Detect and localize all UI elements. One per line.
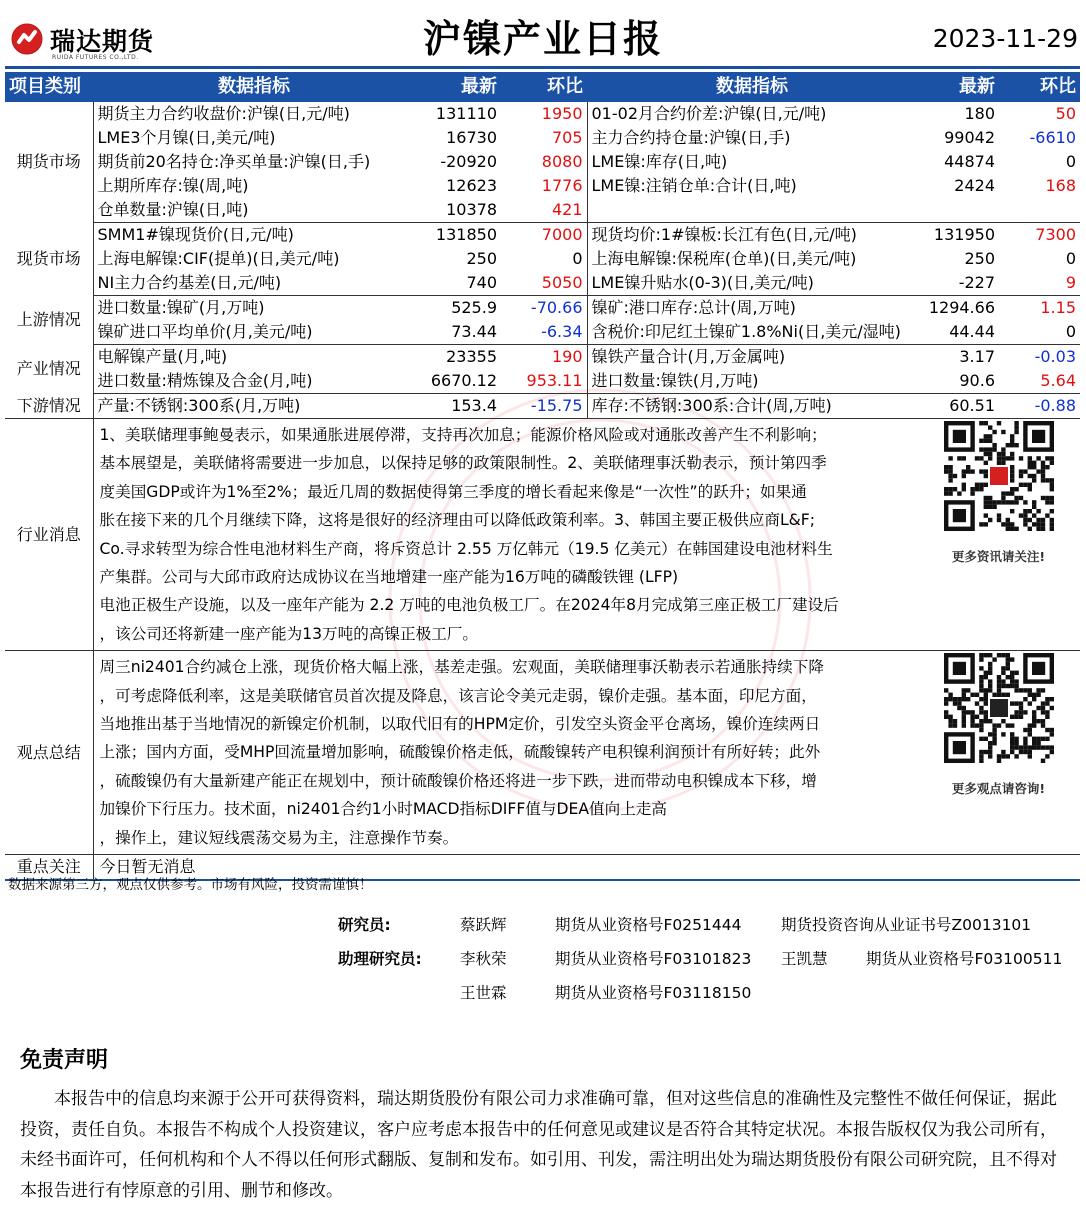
indicator-label: 上期所库存:镍(周,吨) [97, 176, 249, 195]
report-header [0, 0, 1086, 68]
change-value: 5050 [501, 271, 587, 296]
indicator-label: 期货前20名持仓:净买单量:沪镍(日,手) [97, 152, 371, 171]
indicator-label [587, 198, 917, 223]
category-cell: 下游情况 [5, 394, 93, 419]
category-cell: 重点关注 [5, 855, 93, 881]
disclaimer-body: 本报告中的信息均来源于公开可获得资料，瑞达期货股份有限公司力求准确可靠，但对这些信息的准确性及完整性不做任何保证，据此投资，责任自负。本报告不构成个人投资建议，客户应考虑本报告中的任何意见或建议是否符合其特定状况。本报告版权仅为我公司所有，未经书面许可，任何机构和个人不得以任何形式翻版、复制和发布。如引用、刊发，需注明出处为瑞达期货股份有限公司研究院，且不得对本报告进行有悖原意的引用、删节和修改。 [20, 1089, 1057, 1201]
indicator-label: SMM1#镍现货价(日,元/吨) [97, 225, 294, 244]
news-row [5, 419, 1080, 651]
table-header-row [5, 72, 1080, 102]
col-latest-right: 最新 [917, 72, 999, 102]
indicator-label: 主力合约持仓量:沪镍(日,手) [587, 126, 917, 150]
change-value: 168 [1045, 176, 1076, 195]
change-value: 1950 [541, 104, 583, 123]
indicator-label: 现货均价:1#镍板:长江有色(日,元/吨) [587, 223, 917, 248]
latest-value: 131110 [435, 104, 497, 123]
report-title: 沪镍产业日报 [422, 17, 663, 61]
assistant-name: 王世霖 [460, 984, 507, 1002]
latest-value: 6670.12 [415, 369, 501, 394]
change-value: -6.34 [501, 320, 587, 345]
latest-value: 2424 [954, 176, 995, 195]
paragraph-line: ，该公司还将新建一座产能为13万吨的高镍正极工厂。 [99, 624, 478, 643]
indicator-label: 进口数量:镍铁(月,万吨) [587, 369, 917, 394]
change-value: 0 [1065, 249, 1076, 268]
indicator-label: 上海电解镍:保税库(仓单)(日,美元/吨) [587, 247, 917, 271]
change-value: -15.75 [501, 394, 587, 419]
change-value: 0 [572, 249, 583, 268]
indicator-label: LME镍:注销仓单:合计(日,吨) [587, 174, 917, 198]
latest-value: 10378 [415, 198, 501, 223]
change-value: 7000 [541, 225, 583, 244]
assistant-name: 李秋荣 [460, 950, 507, 968]
change-value: 1.15 [1040, 298, 1076, 317]
table-row [5, 320, 1080, 345]
table-row [5, 247, 1080, 271]
change-value: 0 [999, 320, 1080, 345]
table-row [5, 271, 1080, 296]
change-value: 705 [551, 128, 583, 147]
change-value: 9 [999, 271, 1080, 296]
latest-value [917, 198, 999, 223]
logo-text: 瑞达期货 [50, 27, 155, 56]
table-row [5, 198, 1080, 223]
latest-value: 180 [964, 104, 995, 123]
paragraph-line: ，操作上，建议短线震荡交易为主，注意操作节奏。 [99, 828, 459, 847]
indicator-label: 01-02月合约价差:沪镍(日,元/吨) [587, 102, 917, 126]
paragraph-line: Co.寻求转型为综合性电池材料生产商，将斥资总计 2.55 万亿韩元（19.5 亿美元）在韩国建设电池材料生 [99, 539, 833, 558]
paragraph-line: 基本展望是，美联储将需要进一步加息，以保持足够的政策限制性。2、美联储理事沃勒表示，预计第四季 [99, 454, 827, 473]
table-row [5, 102, 1080, 126]
category-cell: 上游情况 [5, 296, 93, 345]
paragraph-line: 加镍价下行压力。技术面，ni2401合约1小时MACD指标DIFF值与DEA值向上走高 [99, 800, 667, 819]
qr-code-icon [934, 651, 1064, 771]
change-value: 7300 [1035, 225, 1076, 244]
assistant-cert: 期货从业资格号F03100511 [866, 950, 1063, 968]
indicator-label: LME3个月镍(日,美元/吨) [97, 128, 276, 147]
summary-qr-cell [917, 651, 1080, 855]
indicator-label: 镍铁产量合计(月,万金属吨) [587, 345, 917, 370]
category-cell: 产业情况 [5, 345, 93, 394]
change-value: 5.64 [999, 369, 1080, 394]
table-row [5, 150, 1080, 174]
indicator-label: 电解镍产量(月,吨) [97, 347, 228, 366]
table-row [5, 223, 1080, 248]
latest-value: 250 [964, 249, 995, 268]
indicator-label: 库存:不锈钢:300系:合计(周,万吨) [587, 394, 917, 419]
latest-value: 73.44 [415, 320, 501, 345]
indicator-label: 进口数量:镍矿(月,万吨) [97, 298, 265, 317]
indicator-label: 镍矿进口平均单价(月,美元/吨) [93, 320, 415, 345]
latest-value: -227 [917, 271, 999, 296]
indicator-label: 产量:不锈钢:300系(月,万吨) [93, 394, 415, 419]
focus-text: 今日暂无消息 [93, 855, 1080, 881]
change-value: 8080 [541, 152, 583, 171]
indicator-label: 期货主力合约收盘价:沪镍(日,元/吨) [97, 104, 350, 123]
latest-value: 23355 [446, 347, 497, 366]
change-value: 50 [1055, 104, 1076, 123]
col-category: 项目类别 [5, 72, 93, 102]
paragraph-line: 胀在接下来的几个月继续下降，这将是很好的经济理由可以降低政策利率。3、韩国主要正极供应商L&F; [99, 511, 816, 530]
indicator-label: NI主力合约基差(日,元/吨) [93, 271, 415, 296]
table-row [5, 394, 1080, 419]
change-value: 190 [551, 347, 583, 366]
latest-value: 3.17 [959, 347, 995, 366]
latest-value: 44874 [944, 152, 995, 171]
latest-value: 153.4 [415, 394, 501, 419]
paragraph-line: 上涨；国内方面，受MHP回流量增加影响，硫酸镍价格走低，硫酸镍转产电积镍利润预计有所好转；此外 [99, 743, 821, 762]
paragraph-line: ，硫酸镍仍有大量新建产能正在规划中，预计硫酸镍价格还将进一步下跌，进而带动电积镍成本下移，增 [99, 771, 817, 790]
col-indicator-right: 数据指标 [587, 72, 917, 102]
paragraph-line: 产集群。公司与大邱市政府达成协议在当地增建一座产能为16万吨的磷酸铁锂 (LFP) [99, 568, 679, 587]
news-qr-cell [917, 419, 1080, 651]
change-value: -0.88 [999, 394, 1080, 419]
indicator-label: 上海电解镍:CIF(提单)(日,美元/吨) [97, 249, 340, 268]
change-value: 953.11 [501, 369, 587, 394]
latest-value: 16730 [446, 128, 497, 147]
researcher-name: 蔡跃辉 [460, 916, 507, 934]
latest-value: 250 [466, 249, 497, 268]
latest-value: 131850 [435, 225, 497, 244]
latest-value: 525.9 [451, 298, 497, 317]
researcher-consult-cert: 期货投资咨询从业证书号Z0013101 [781, 916, 1032, 934]
news-text [93, 419, 917, 651]
latest-value: 740 [415, 271, 501, 296]
table-row [5, 174, 1080, 198]
change-value: -6610 [1029, 128, 1076, 147]
indicator-label: 仓单数量:沪镍(日,吨) [93, 198, 415, 223]
indicator-label: LME镍升贴水(0-3)(日,美元/吨) [587, 271, 917, 296]
table-row [5, 296, 1080, 321]
footer-note: 数据来源第三方，观点仅供参考。市场有风险，投资需谨慎！ [8, 877, 373, 893]
col-change-left: 环比 [501, 72, 587, 102]
category-cell: 期货市场 [5, 102, 93, 223]
category-cell: 行业消息 [5, 419, 93, 651]
latest-value: 12623 [446, 176, 497, 195]
disclaimer-title: 免责声明 [20, 1048, 109, 1073]
category-cell: 观点总结 [5, 651, 93, 855]
paragraph-line: 电池正极生产设施，以及一座年产能为 2.2 万吨的电池负极工厂。在2024年8月完成第三座正极工厂建设后 [99, 596, 839, 615]
change-value: -70.66 [530, 298, 583, 317]
latest-value: 44.44 [917, 320, 999, 345]
latest-value: -20920 [440, 152, 497, 171]
latest-value: 1294.66 [928, 298, 995, 317]
report-date: 2023-11-29 [932, 24, 1078, 53]
latest-value: 99042 [944, 128, 995, 147]
assistant-cert: 期货从业资格号F03101823 [555, 950, 752, 968]
change-value: 0 [1065, 152, 1076, 171]
change-value [999, 198, 1080, 223]
category-cell: 现货市场 [5, 223, 93, 296]
paragraph-line: 度美国GDP或许为1%至2%；最近几周的数据使得第三季度的增长看起来像是“一次性”的跃升；如果通 [99, 482, 807, 501]
indicator-label: 含税价:印尼红土镍矿1.8%Ni(日,美元/湿吨) [587, 320, 917, 345]
assistant-name: 王凯慧 [781, 950, 828, 968]
col-indicator-left: 数据指标 [93, 72, 415, 102]
paragraph-line: 当地推出基于当地情况的新镍定价机制，以取代旧有的HPM定价，引发空头资金平仓离场，镍价连续两日 [99, 715, 821, 734]
researcher-label: 研究员: [338, 916, 391, 934]
table-row [5, 345, 1080, 370]
change-value: -0.03 [1034, 347, 1076, 366]
logo-subtext: RUIDA FUTURES CO.,LTD. [52, 54, 139, 61]
indicator-label: 镍矿:港口库存:总计(周,万吨) [587, 296, 917, 321]
assistant-cert: 期货从业资格号F03118150 [555, 984, 752, 1002]
header-divider [5, 66, 1080, 69]
latest-value: 60.51 [917, 394, 999, 419]
assistant-label: 助理研究员: [338, 950, 422, 968]
paragraph-line: 周三ni2401合约减仓上涨，现货价格大幅上涨，基差走强。宏观面，美联储理事沃勒表示若通胀持续下降 [99, 658, 824, 677]
change-value: 1776 [541, 176, 583, 195]
paragraph-line: 1、美联储理事鲍曼表示，如果通胀进展停滞，支持再次加息；能源价格风险或对通胀改善产生不利影响； [99, 426, 827, 444]
latest-value: 90.6 [917, 369, 999, 394]
change-value: 421 [501, 198, 587, 223]
data-table [5, 72, 1080, 881]
col-latest-left: 最新 [415, 72, 501, 102]
table-row [5, 369, 1080, 394]
summary-text [93, 651, 917, 855]
paragraph-line: ，可考虑降低利率，这是美联储官员首次提及降息，该言论令美元走弱，镍价走强。基本面，印尼方面， [99, 686, 817, 705]
qr-code-icon [934, 419, 1064, 539]
latest-value: 131950 [933, 225, 995, 244]
indicator-label: LME镍:库存(日,吨) [587, 150, 917, 174]
col-change-right: 环比 [999, 72, 1080, 102]
indicator-label: 进口数量:精炼镍及合金(月,吨) [93, 369, 415, 394]
qr-caption: 更多观点请咨询! [951, 781, 1046, 797]
researcher-cert: 期货从业资格号F0251444 [555, 916, 742, 934]
table-row [5, 126, 1080, 150]
qr-caption: 更多资讯请关注! [951, 549, 1046, 564]
summary-row [5, 651, 1080, 855]
